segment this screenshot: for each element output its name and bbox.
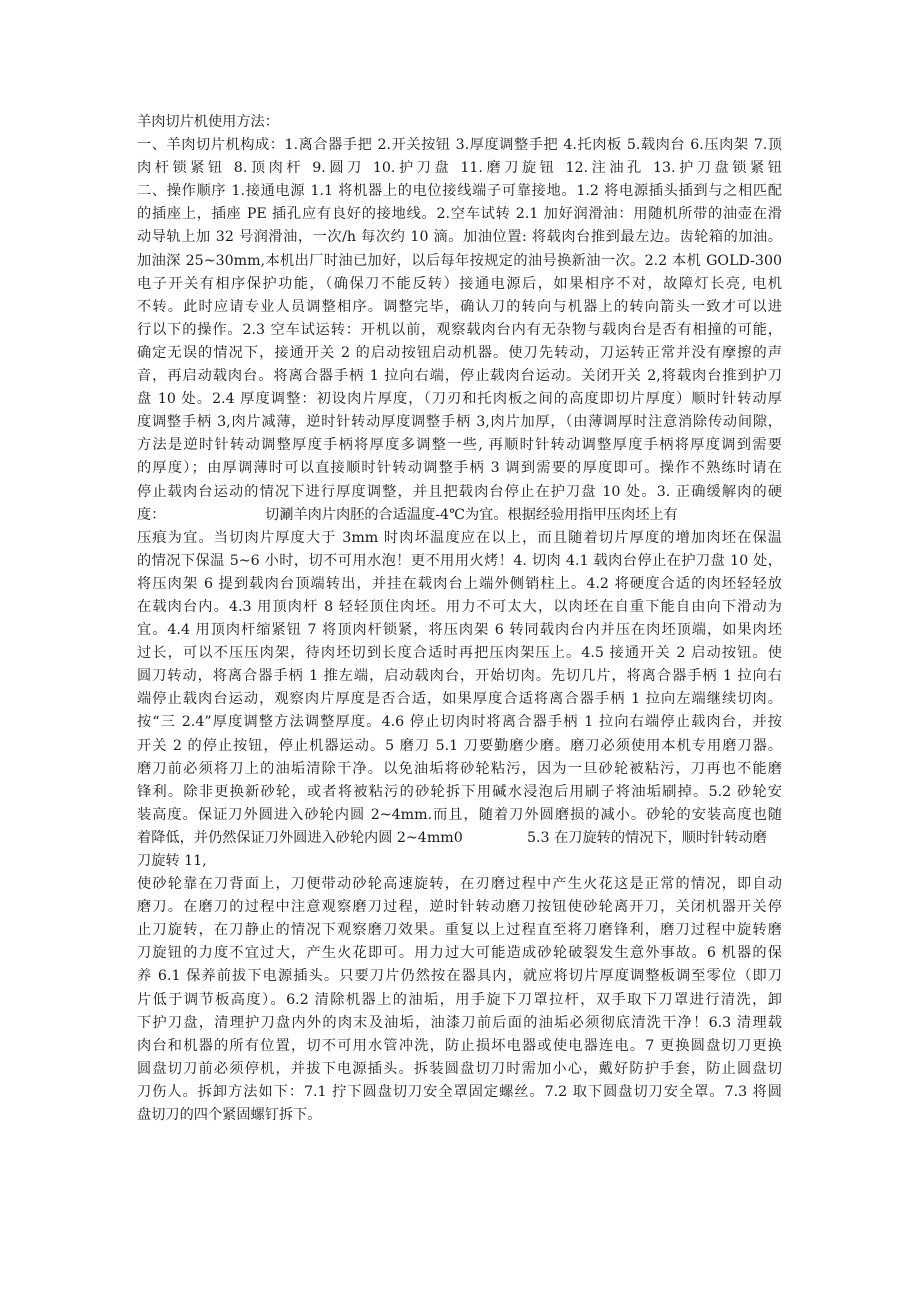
paragraph-line: 使砂轮靠在刀背面上，刀便带动砂轮高速旋转，在刃磨过程中产生火花这是正常的情况，即自动	[137, 876, 782, 893]
paragraph-line: 动导轨上加 32 号润滑油，一次/h 每次约 10 滴。加油位置: 将载肉台推到最左边。齿轮箱的加油。	[137, 229, 782, 246]
paragraph-line: 按“三 2.4”厚度调整方法调整厚度。4.6 停止切肉时将离合器手柄 1 拉向右端停止载肉台，并按	[137, 714, 782, 731]
paragraph-line: 确定无误的情况下，接通开关 2 的启动按钮启动机器。使刀先转动，刀运转正常并没有摩擦的声	[137, 344, 782, 361]
paragraph-line: 音，再启动载肉台。将离合器手柄 1 拉向右端，停止载肉台运动。关闭开关 2,将载肉台推到护刀	[137, 368, 782, 385]
paragraph-line: 圆刀转动，将离合器手柄 1 推左端，启动载肉台，开始切肉。先切几片，将离合器手柄 1 拉向右	[137, 668, 782, 685]
document-title: 羊肉切片机使用方法：	[137, 114, 279, 130]
paragraph-line: 的厚度）；由厚调薄时可以直接顺时针转动调整手柄 3 调到需要的厚度即可。操作不熟练时请在	[137, 460, 782, 477]
paragraph-line: 装高度。保证刀外圆进入砂轮内圆 2~4mm.而且，随着刀外圆磨损的减小。砂轮的安装高度也随	[137, 806, 782, 823]
paragraph-line: 将压肉架 6 提到载肉台顶端转出，并挂在载肉台上端外侧销柱上。4.2 将硬度合适的肉坯轻轻放	[137, 575, 782, 592]
paragraph-line: 肉杆锁紧钮 8.顶肉杆 9.圆刀 10.护刀盘 11.磨刀旋钮 12.注油孔 13.护刀盘锁紧钮	[137, 160, 782, 177]
paragraph-block-1	[137, 134, 782, 504]
paragraph-line: 在载肉台内。4.3 用顶肉杆 8 轻轻顶住肉坯。用力不可太大，以肉坯在自重下能自由向下滑动为	[137, 598, 782, 615]
paragraph-line: 磨刀前必须将刀上的油垢清除干净。以免油垢将砂轮粘污，因为一旦砂轮被粘污，刀再也不能磨	[137, 760, 782, 777]
split-line-left: 着降低，并仍然保证刀外圆进入砂轮内圆 2~4mm0	[137, 829, 463, 846]
paragraph-line: 盘切刀的四个紧固螺钉拆下。	[137, 1107, 322, 1124]
paragraph-line-short: 刀旋转 11,	[137, 853, 207, 869]
paragraph-line: 二、操作顺序 1.接通电源 1.1 将机器上的电位接线端子可靠接地。1.2 将电源插头插到与之相匹配	[137, 183, 782, 200]
paragraph-line: 下护刀盘，清理护刀盘内外的肉末及油垢，油漆刀前后面的油垢必须彻底清洗干净！6.3 清理载	[137, 1014, 782, 1031]
paragraph-line: 方法是逆时针转动调整厚度手柄将厚度多调整一些, 再顺时针转动调整厚度手柄将厚度调到需要	[137, 437, 782, 454]
paragraph-line: 不转。此时应请专业人员调整相序。调整完毕，确认刀的转向与机器上的转向箭头一致才可以进	[137, 298, 782, 315]
paragraph-line-split-2	[137, 827, 782, 850]
document-body	[137, 111, 782, 1127]
paragraph-line-split-1	[137, 504, 782, 527]
paragraph-line: 行以下的操作。2.3 空车试运转：开机以前，观察载肉台内有无杂物与载肉台是否有相撞的可能，	[137, 321, 782, 338]
paragraph-block-2	[137, 527, 782, 850]
paragraph-line: 一、羊肉切片机构成：1.离合器手把 2.开关按钮 3.厚度调整手把 4.托肉板 5.载肉台 6.压肉架 7.顶	[137, 137, 782, 154]
paragraph-line: 养 6.1 保养前拔下电源插头。只要刀片仍然按在器具内，就应将切片厚度调整板调至零位（即刀	[137, 968, 782, 985]
paragraph-line: 宜。4.4 用顶肉杆缩紧钮 7 将顶肉杆锁紧，将压肉架 6 转同载肉台内并压在肉坯顶端，如果肉坯	[137, 622, 782, 639]
paragraph-line: 过长，可以不压压肉架，待肉坯切到长度合适时再把压肉架压上。4.5 接通开关 2 启动按钮。使	[137, 645, 782, 662]
paragraph-line: 度调整手柄 3,肉片减薄，逆时针转动厚度调整手柄 3,肉片加厚，（由薄调厚时注意消除传动间隙，	[137, 414, 782, 431]
paragraph-line: 加油深 25~30mm,本机出厂时油已加好，以后每年按规定的油号换新油一次。2.2 本机 GOLD-300	[137, 252, 782, 269]
paragraph-line: 磨刀。在磨刀的过程中注意观察磨刀过程，逆时针转动磨刀按钮使砂轮离开刀，关闭机器开关停	[137, 899, 782, 916]
paragraph-line: 刀旋钮的力度不宜过大，产生火花即可。用力过大可能造成砂轮破裂发生意外事故。6 机器的保	[137, 945, 782, 962]
split-line-right: 5.3 在刀旋转的情况下，顺时针转动磨	[527, 829, 767, 846]
paragraph-line: 止刀旋转，在刀静止的情况下观察磨刀效果。重复以上过程直至将刀磨锋利，磨刀过程中旋转磨	[137, 922, 782, 939]
paragraph-line: 锋利。除非更换新砂轮，或者将被粘污的砂轮拆下用碱水浸泡后用刷子将油垢刷掉。5.2 砂轮安	[137, 783, 782, 800]
paragraph-line: 圆盘切刀前必须停机，并拔下电源插头。拆装圆盘切刀时需加小心，戴好防护手套，防止圆盘切	[137, 1060, 782, 1077]
paragraph-line: 肉台和机器的所有位置，切不可用水管冲洗，防止损坏电器或使电器连电。7 更换圆盘切刀更换	[137, 1037, 782, 1054]
paragraph-line: 的插座上，插座 PE 插孔应有良好的接地线。2.空车试转 2.1 加好润滑油：用随机所带的油壶在滑	[137, 206, 782, 223]
paragraph-line: 片低于调节板高度）。6.2 清除机器上的油垢，用手旋下刀罩拉杆，双手取下刀罩进行清洗，卸	[137, 991, 782, 1008]
paragraph-line: 压痕为宜。当切肉片厚度大于 3mm 时肉坏温度应在以上，而且随着切片厚度的增加肉坯在保温	[137, 529, 782, 546]
paragraph-line: 开关 2 的停止按钮，停止机器运动。5 磨刀 5.1 刀要勤磨少磨。磨刀必须使用本机专用磨刀器。	[137, 737, 782, 754]
split-line-left: 度：	[137, 506, 166, 523]
paragraph-line: 电子开关有相序保护功能，（确保刀不能反转）接通电源后，如果相序不对，故障灯长亮, 电机	[137, 275, 782, 292]
paragraph-line: 端停止载肉台运动，观察肉片厚度是否合适，如果厚度合适将离合器手柄 1 拉向左端继续切肉。	[137, 691, 782, 708]
split-line-right: 切涮羊肉片肉胚的合适温度-4℃为宜。根据经验用指甲压肉坯上有	[265, 506, 678, 523]
paragraph-line: 刀伤人。拆卸方法如下：7.1 拧下圆盘切刀安全罩固定螺丝。7.2 取下圆盘切刀安全罩。7.3 将圆	[137, 1083, 782, 1100]
paragraph-line: 盘 10 处。2.4 厚度调整：初设肉片厚度，（刀刃和托肉板之间的高度即切片厚度）顺时针转动厚	[137, 391, 782, 408]
paragraph-block-3	[137, 873, 782, 1127]
paragraph-line: 停止载肉台运动的情况下进行厚度调整，并且把载肉台停止在护刀盘 10 处。3. 正确缓解肉的硬	[137, 483, 782, 500]
paragraph-line: 的情况下保温 5~6 小时，切不可用水泡！更不用用火烤！4. 切肉 4.1 载肉台停止在护刀盘 10 处，	[137, 552, 782, 569]
